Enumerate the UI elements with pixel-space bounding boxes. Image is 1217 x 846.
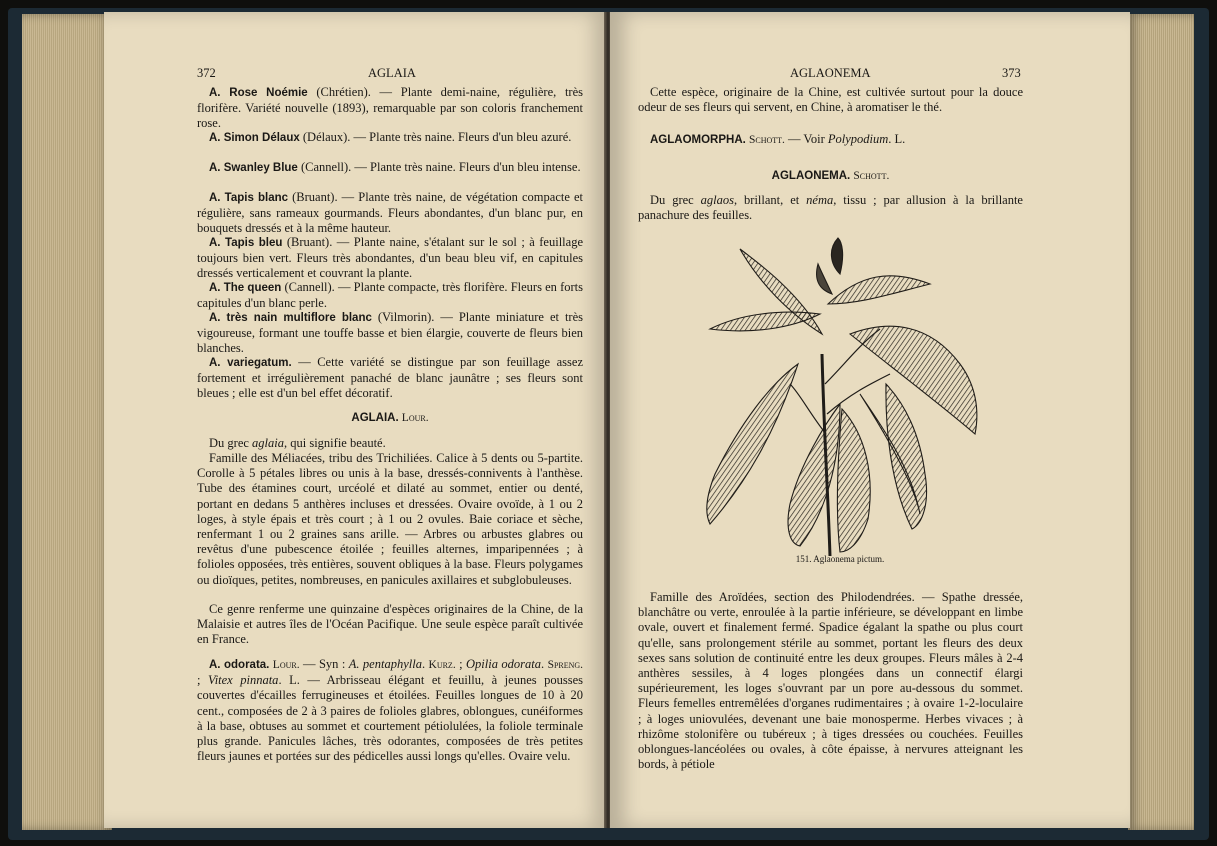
left-page-number: 372 xyxy=(197,66,216,80)
entry-the-queen: A. The queen (Cannell). — Plante compacte, très florifère. Fleurs en forts capitules d'un blanc perle. xyxy=(197,280,583,311)
entry-tapis-bleu: A. Tapis bleu (Bruant). — Plante naine, s'étalant sur le sol ; à feuillage toujours bien vert. Fleurs très abondantes, d'un beau bleu vif, en capitules dressés verticalement et couvrant la plante. xyxy=(197,235,583,281)
entry-tapis-blanc: A. Tapis blanc (Bruant). — Plante très naine, de végétation compacte et régulière, sans rameaux gourmands. Fleurs abondantes, d'un blanc pur, en bouquets dressés et à la même hauteur. xyxy=(197,190,584,236)
right-page-edges xyxy=(1128,14,1194,830)
left-running-head: AGLAIA xyxy=(368,66,416,80)
species-odorata: A. odorata. Lour. — Syn : A. pentaphylla. Kurz. ; Opilia odorata. Spreng. ; Vitex pinnata. L. — Arbrisseau élégant et feuillu, à jeunes pousses couvertes d'écailles ferrugineuses et étoilées. Feuilles longues de 10 à 20 cent., composées de 2 à 3 paires de folioles glabres, oblongues, cunéiformes à la base, obtuses au sommet et courtement pétiolulées, la foliole terminale plus grande. Panicules lâches, très odorantes, composées de très petites fleurs jaunes et portées sur des pédicelles aussi longs qu'elles. Ovaire velu. xyxy=(197,657,584,764)
aglaonema-illustration xyxy=(690,234,990,559)
entry-rose-noemie: A. Rose Noémie (Chrétien). — Plante demi-naine, régulière, très florifère. Variété nouvelle (1893), remarquable par son coloris franchement rose. xyxy=(197,85,583,131)
figure-caption: 151. Aglaonema pictum. xyxy=(795,554,885,564)
entry-simon-delaux: A. Simon Délaux (Délaux). — Plante très naine. Fleurs d'un bleu azuré. xyxy=(209,130,572,144)
description-aglaia: Famille des Méliacées, tribu des Trichiliées. Calice à 5 dents ou 5-partite. Corolle à 5 pétales libres ou unis à la base, dressés-connivents à l'anthèse. Tube des étamines court, urcéolé et dilaté au sommet, entier ou denté, portant en dedans 5 anthères incluses et dressées. Ovaire ovoïde, à 1 ou 2 loges, à style épais et très court ; à 1 ou 2 ovules. Baie coriace et sèche, renfermant 1 ou 2 graines sans arille. — Arbres ou arbustes glabres ou revêtus d'une pubescence étoilée ; feuilles alternes, imparipennées ; à folioles opposées, très entières, souvent obliques à la base. Fleurs polygames ou dioïques, petites, nombreuses, en panicules axillaires et subglobuleuses. xyxy=(197,451,583,587)
genus-heading-aglaia: AGLAIA. Lour. xyxy=(351,412,429,424)
leaf xyxy=(707,238,977,552)
right-running-head: AGLAONEMA xyxy=(790,66,871,80)
etymology-aglaonema: Du grec aglaos, brillant, et néma, tissu ; par allusion à la brillante panachure des feuilles. xyxy=(638,193,1023,223)
genus-note-aglaia: Ce genre renferme une quinzaine d'espèces originaires de la Chine, de la Malaisie et autres îles de l'Océan Pacifique. Une seule espèce paraît cultivée en France. xyxy=(197,602,583,647)
right-page xyxy=(610,12,1130,828)
right-page-number: 373 xyxy=(1002,66,1021,80)
etymology-aglaia: Du grec aglaia, qui signifie beauté. xyxy=(209,436,386,450)
cross-ref-aglaomorpha: AGLAOMORPHA. Schott. — Voir Polypodium. L. xyxy=(650,132,906,146)
entry-swanley-blue: A. Swanley Blue (Cannell). — Plante très naine. Fleurs d'un bleu intense. xyxy=(209,160,581,174)
intro-odorata: Cette espèce, originaire de la Chine, est cultivée surtout pour la douce odeur de ses fleurs qui servent, en Chine, à aromatiser le thé. xyxy=(638,85,1023,115)
genus-heading-aglaonema: AGLAONEMA. Schott. xyxy=(771,170,890,182)
left-page xyxy=(104,12,608,828)
left-page-edges xyxy=(22,14,112,830)
entry-tres-nain-multiflore: A. très nain multiflore blanc (Vilmorin). — Plante miniature et très vigoureuse, formant une touffe basse et bien élargie, couverte de fleurs bien blanches. xyxy=(197,310,583,356)
entry-variegatum: A. variegatum. — Cette variété se distingue par son feuillage assez fortement et irrégulièrement panaché de blanc jaunâtre ; ses fleurs sont bleues ; elle est d'un bel effet décoratif. xyxy=(197,355,583,401)
description-aglaonema: Famille des Aroïdées, section des Philodendrées. — Spathe dressée, blanchâtre ou verte, enroulée à la partie inférieure, se développant en limbe ovale, ouvert et finalement fermé. Spadice égalant la spathe ou plus court qu'elle, sans prolongement stérile au sommet, portant les fleurs des deux sexes sans solution de continuité entre les deux groupes. Fleurs mâles à 2-4 anthères sessiles, à 4 loges plongées dans un connectif élargi supérieurement, les loges s'ouvrant par un pore au-dessous du sommet. Fleurs femelles entremêlées d'organes rudimentaires ; à ovaire 1-2-loculaire ; à loges uniovulées, devenant une baie monosperme. Herbes vivaces ; à rhizôme stolonifère ou tubéreux ; à tiges dressées ou couchées. Feuilles oblongues-lancéolées ou ovales, à côte épaisse, à nervures atteignant les bords, à pétiole xyxy=(638,590,1023,772)
